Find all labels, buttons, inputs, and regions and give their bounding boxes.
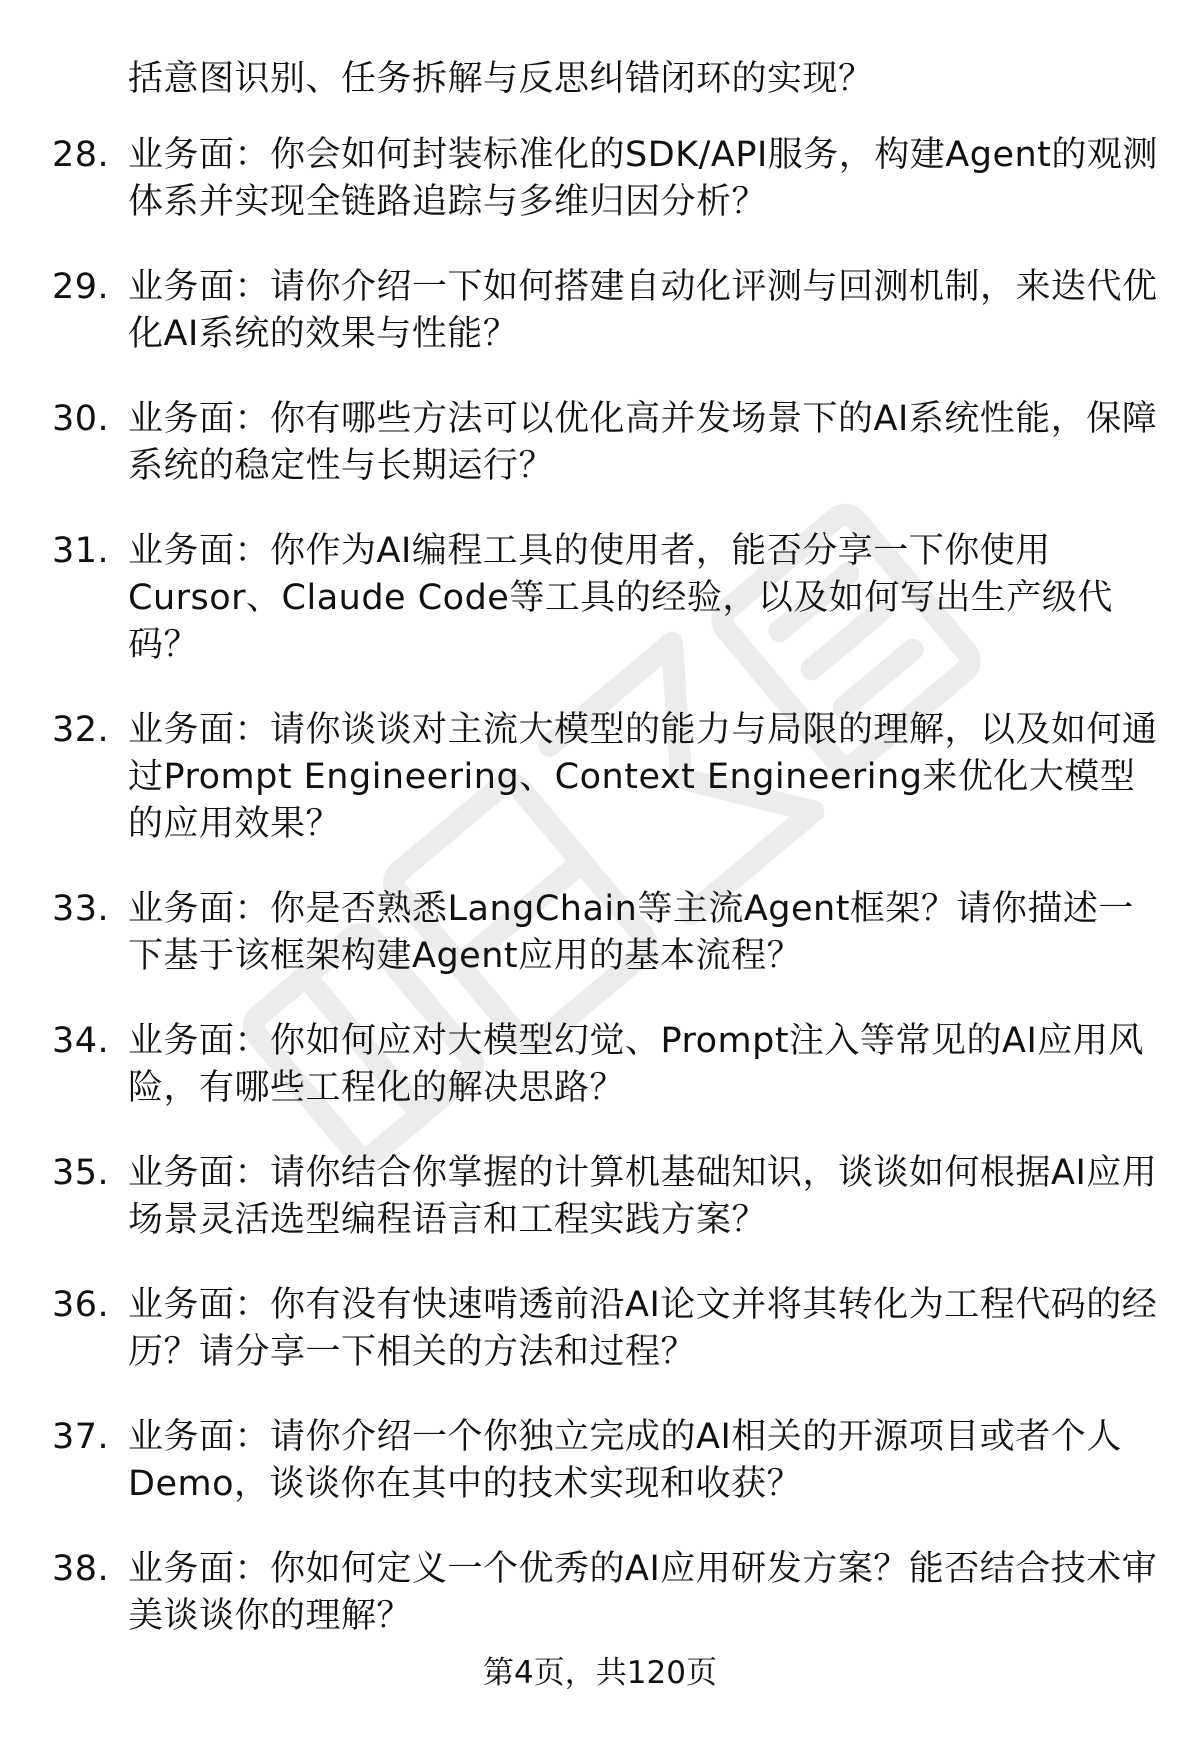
question-number: 37.	[52, 1417, 110, 1457]
question-text: 业务面：你有哪些方法可以优化高并发场景下的AI系统性能，保障系统的稳定性与长期运行？	[128, 399, 1158, 486]
question-item	[0, 396, 1200, 528]
question-item	[0, 707, 1200, 886]
question-text: 业务面：你如何应对大模型幻觉、Prompt注入等常见的AI应用风险，有哪些工程化的解决思路？	[128, 1021, 1144, 1108]
question-text: 业务面：你会如何封装标准化的SDK/API服务，构建Agent的观测体系并实现全链路追踪与多维归因分析？	[128, 135, 1158, 222]
question-item	[0, 1414, 1200, 1546]
continuation-text: 括意图识别、任务拆解与反思纠错闭环的实现？	[128, 59, 874, 99]
question-number: 29.	[52, 267, 110, 307]
question-number: 38.	[52, 1549, 110, 1589]
question-item	[0, 886, 1200, 1018]
question-number: 30.	[52, 399, 110, 439]
question-number: 34.	[52, 1021, 110, 1061]
question-item	[0, 1282, 1200, 1414]
question-text: 业务面：请你谈谈对主流大模型的能力与局限的理解，以及如何通过Prompt Engineering、Context Engineering来优化大模型的应用效果？	[128, 710, 1158, 844]
question-number: 33.	[52, 889, 110, 929]
question-text: 业务面：请你结合你掌握的计算机基础知识，谈谈如何根据AI应用场景灵活选型编程语言和工程实践方案？	[128, 1153, 1158, 1240]
question-list	[0, 132, 1200, 1678]
question-number: 31.	[52, 531, 110, 571]
question-text: 业务面：请你介绍一个你独立完成的AI相关的开源项目或者个人Demo，谈谈你在其中的技术实现和收获？	[128, 1417, 1122, 1504]
question-text: 业务面：你如何定义一个优秀的AI应用研发方案？能否结合技术审美谈谈你的理解？	[128, 1549, 1158, 1636]
question-number: 36.	[52, 1285, 110, 1325]
question-item	[0, 132, 1200, 264]
question-text: 业务面：请你介绍一下如何搭建自动化评测与回测机制，来迭代优化AI系统的效果与性能？	[128, 267, 1158, 354]
question-item	[0, 528, 1200, 707]
question-item	[0, 264, 1200, 396]
question-text: 业务面：你作为AI编程工具的使用者，能否分享一下你使用Cursor、Claude Code等工具的经验，以及如何写出生产级代码？	[128, 531, 1113, 665]
question-item	[0, 1018, 1200, 1150]
question-text: 业务面：你是否熟悉LangChain等主流Agent框架？请你描述一下基于该框架构建Agent应用的基本流程？	[128, 889, 1134, 976]
question-number: 28.	[52, 135, 110, 175]
question-number: 35.	[52, 1153, 110, 1193]
question-text: 业务面：你有没有快速啃透前沿AI论文并将其转化为工程代码的经历？请分享一下相关的方法和过程？	[128, 1285, 1158, 1372]
page-footer: 第4页，共120页	[483, 1655, 717, 1691]
question-item	[0, 1150, 1200, 1282]
question-number: 32.	[52, 710, 110, 750]
